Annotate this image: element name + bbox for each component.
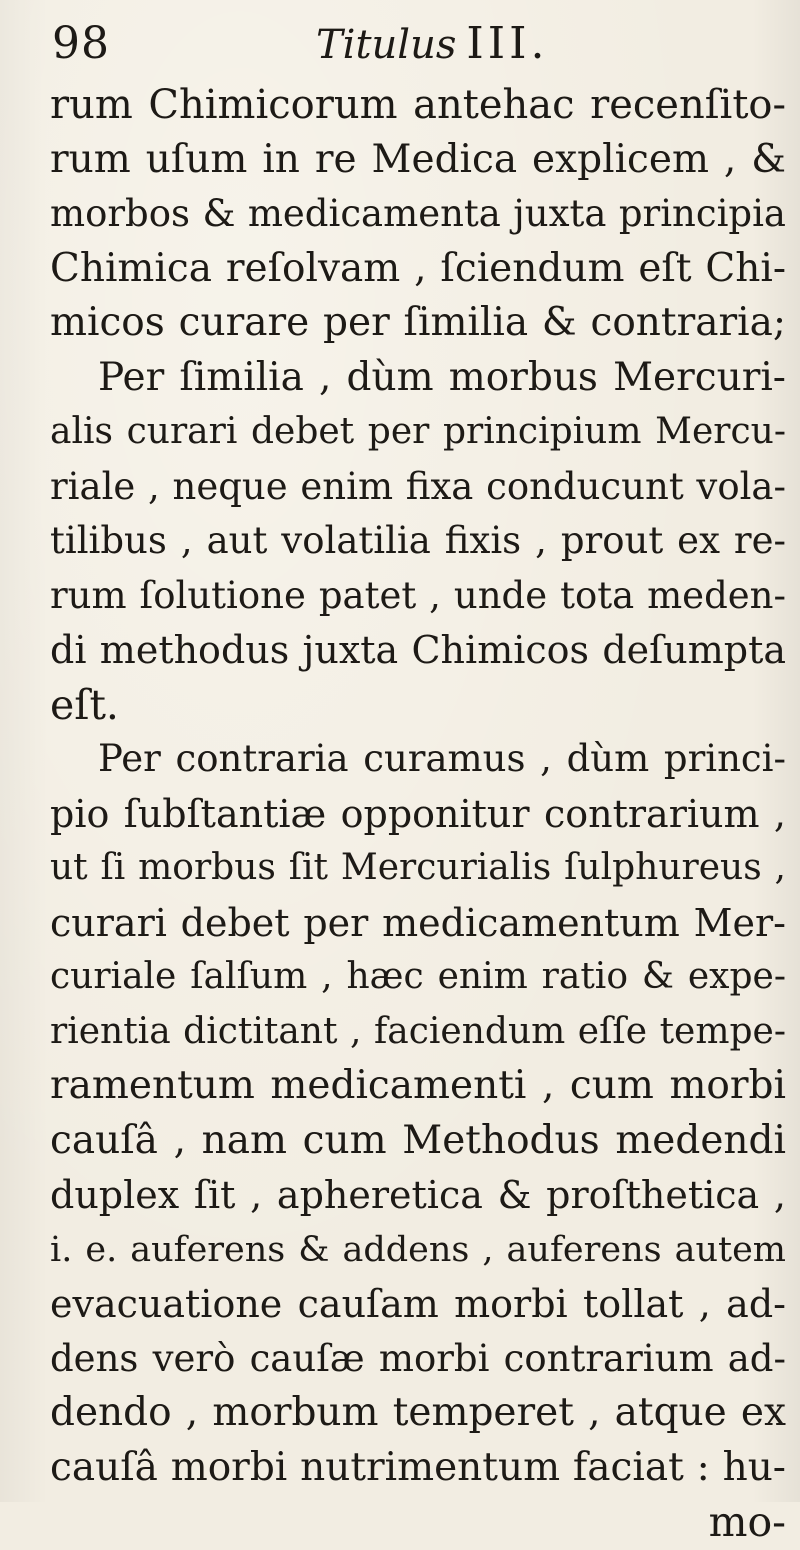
text-line: cauſâ , nam cum Methodus medendi xyxy=(50,1117,786,1163)
text-line: ut ſi morbus ſit Mercurialis ſulphureus , xyxy=(50,847,786,888)
running-head-title: Titulus xyxy=(316,22,457,68)
text-line: alis curari debet per principium Mercu- xyxy=(50,411,786,452)
text-line: pio ſubſtantiæ opponitur contrarium , xyxy=(50,791,786,836)
text-line: evacuatione cauſam morbi tollat , ad- xyxy=(50,1282,786,1326)
text-line: di methodus juxta Chimicos deſumpta xyxy=(50,628,786,672)
text-line: rientia dictitant , faciendum eſſe tempe- xyxy=(50,1010,786,1052)
text-line: i. e. auferens & addens , auferens autem xyxy=(50,1229,786,1270)
text-line: riale , neque enim fixa conducunt vola- xyxy=(50,464,786,508)
text-line: Chimica reſolvam , ſciendum eſt Chi- xyxy=(50,245,786,291)
paragraph-start-line: Per contraria curamus , dùm princi- xyxy=(98,737,786,780)
page-number: 98 xyxy=(52,18,110,69)
text-line: micos curare per ſimilia & contraria; xyxy=(50,300,786,345)
running-head-numeral: III. xyxy=(466,18,549,69)
paragraph-end-line: eſt. xyxy=(50,680,119,729)
running-head xyxy=(316,18,549,69)
text-line: curiale ſalſum , hæc enim ratio & expe- xyxy=(50,956,786,997)
body-text xyxy=(50,78,786,1550)
text-line: rum uſum in re Medica explicem , & xyxy=(50,136,786,182)
text-line: morbos & medicamenta juxta principia xyxy=(50,192,786,235)
text-line: cauſâ morbi nutrimentum faciat : hu- xyxy=(50,1444,786,1490)
text-line: curari debet per medicamentum Mer- xyxy=(50,900,786,945)
text-line: tilibus , aut volatilia fixis , prout ex re- xyxy=(50,519,786,562)
text-line: dens verò cauſæ morbi contrarium ad- xyxy=(50,1336,786,1380)
text-line: rum Chimicorum antehac recenſito- xyxy=(50,82,786,128)
text-line: rum ſolutione patet , unde tota meden- xyxy=(50,573,786,617)
text-line: ramentum medicamenti , cum morbi xyxy=(50,1063,786,1108)
text-line: dendo , morbum temperet , atque ex xyxy=(50,1390,786,1435)
catchword: mo- xyxy=(708,1498,786,1546)
text-line: duplex ſit , apheretica & proſthetica , xyxy=(50,1173,786,1217)
page-header xyxy=(52,14,760,74)
paragraph-start-line: Per ſimilia , dùm morbus Mercuri- xyxy=(98,354,786,400)
